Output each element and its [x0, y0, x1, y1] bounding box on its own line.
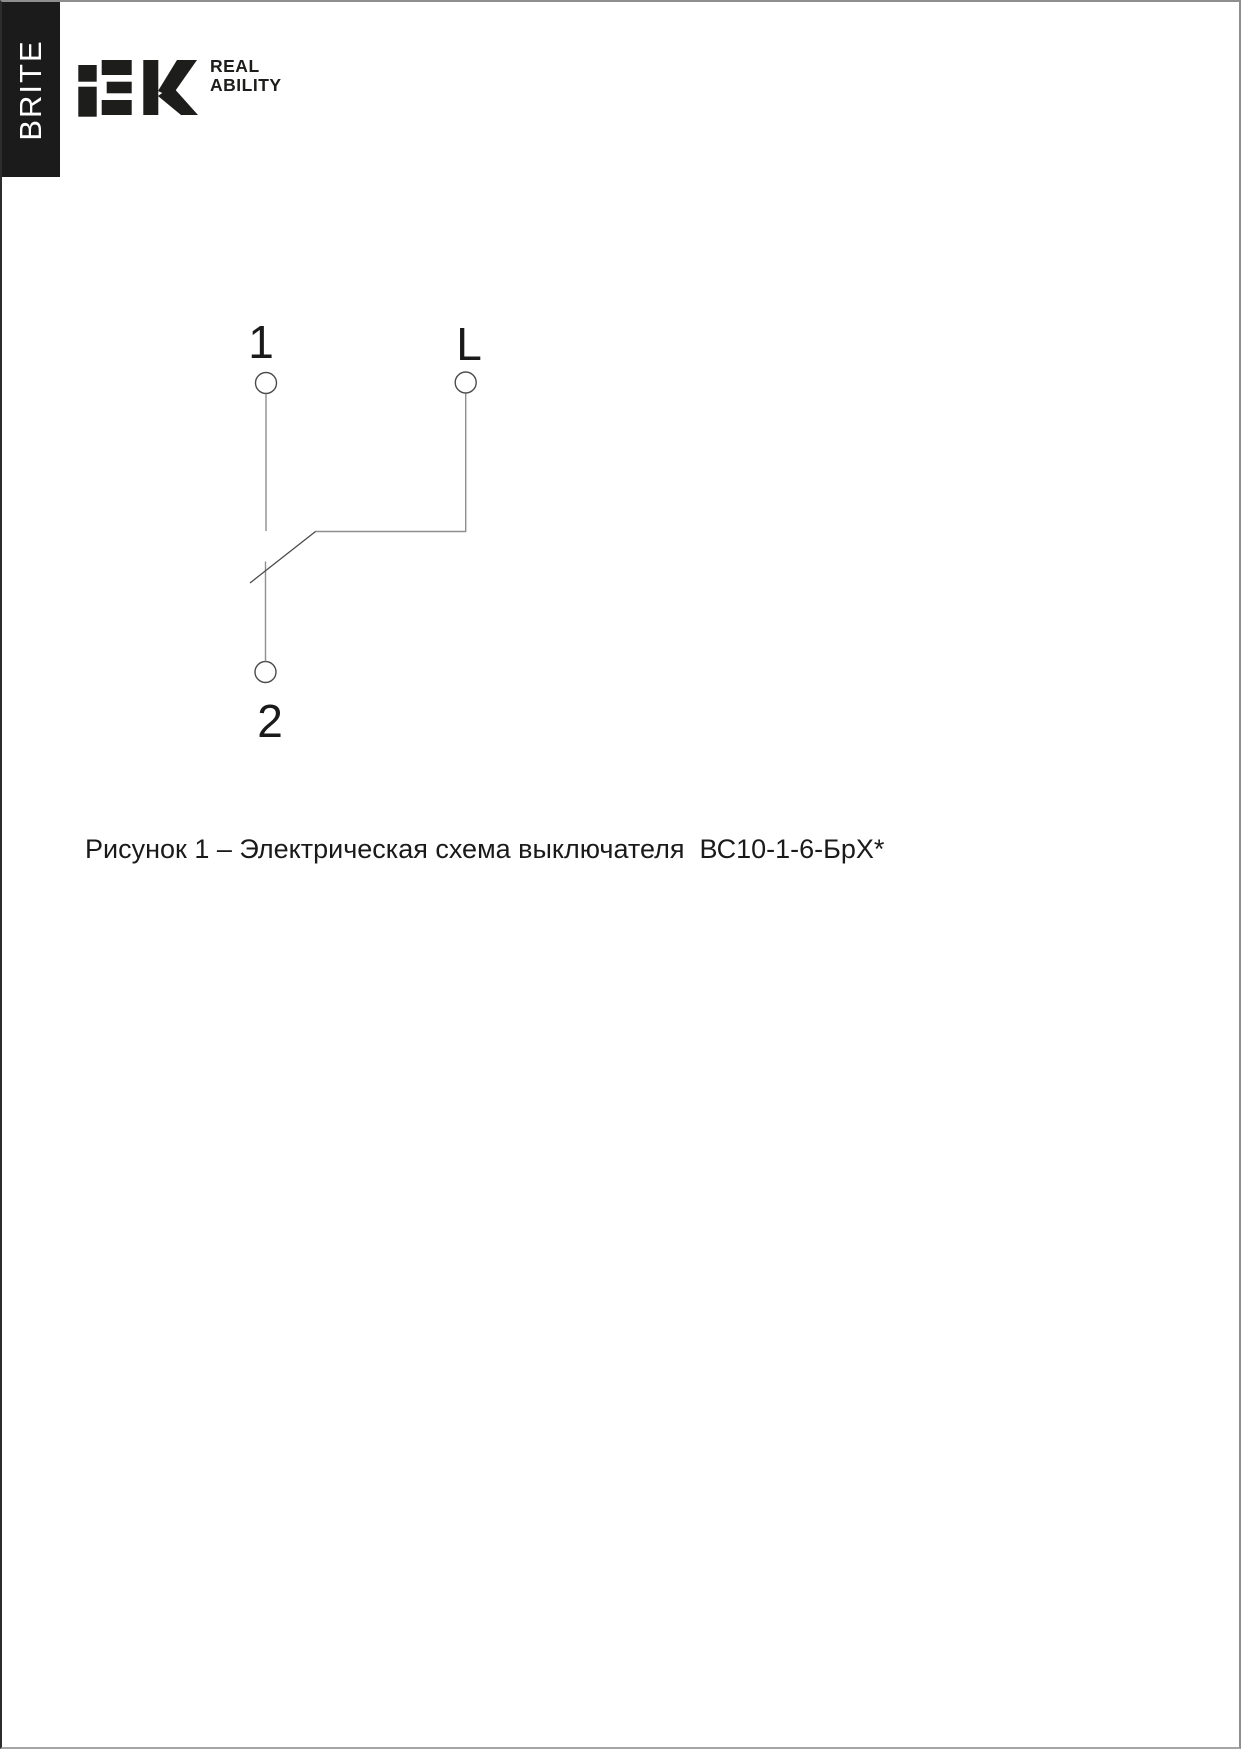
terminal-label-1: 1	[248, 316, 274, 368]
terminal-circle-l	[455, 372, 476, 393]
terminal-circle-1	[256, 373, 277, 394]
brite-banner-label: BRITE	[13, 38, 48, 141]
terminal-label-l: L	[456, 318, 482, 370]
terminal-label-2: 2	[257, 695, 283, 747]
switch-blade	[250, 532, 316, 584]
figure-caption: Рисунок 1 – Электрическая схема выключателя ВС10-1-6-БрХ*	[85, 834, 885, 864]
terminal-circle-2	[255, 662, 276, 683]
logo-tagline-line1: REAL	[210, 56, 260, 76]
logo-tagline-line2: ABILITY	[210, 75, 282, 95]
